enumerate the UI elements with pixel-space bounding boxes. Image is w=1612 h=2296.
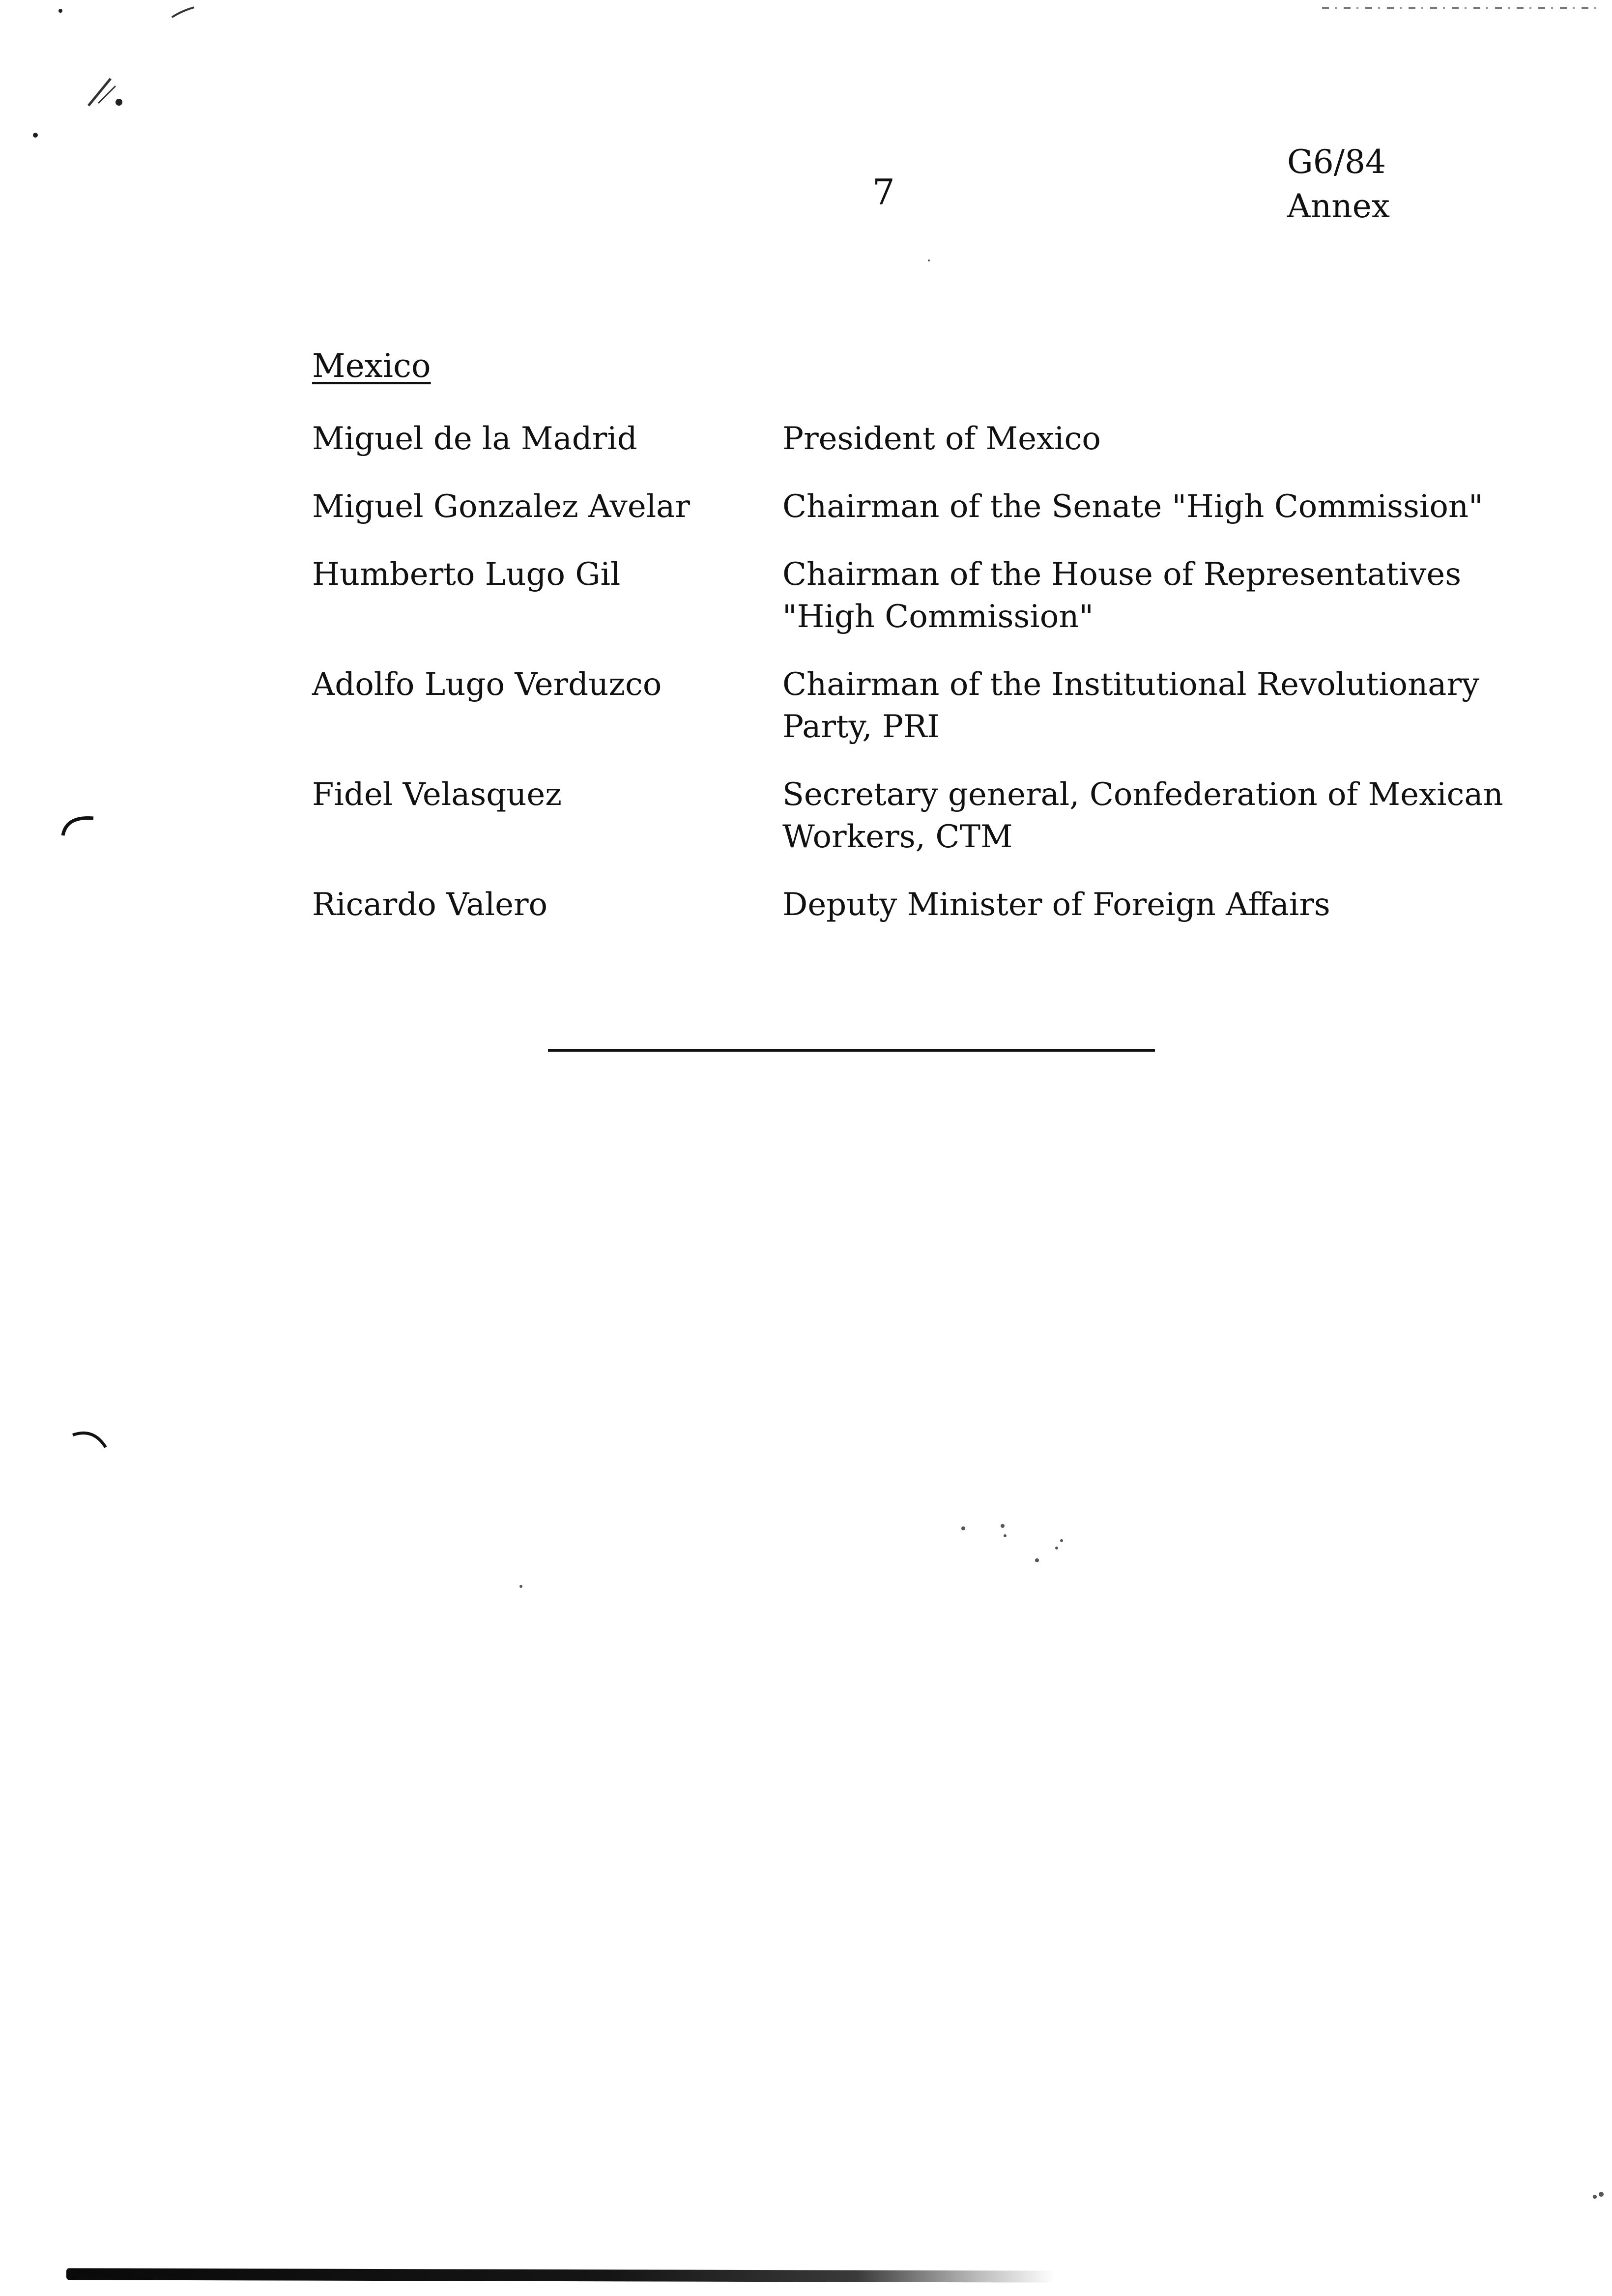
person-name: Fidel Velasquez bbox=[312, 776, 562, 813]
person-name: Miguel de la Madrid bbox=[312, 421, 637, 457]
scan-dot bbox=[115, 99, 122, 106]
role-line: President of Mexico bbox=[782, 421, 1101, 457]
role-line: Deputy Minister of Foreign Affairs bbox=[782, 887, 1330, 923]
role-line: Chairman of the Institutional Revolutionary bbox=[782, 666, 1480, 703]
document-code: G6/84 bbox=[1287, 143, 1386, 181]
person-name: Humberto Lugo Gil bbox=[312, 556, 621, 593]
person-name: Miguel Gonzalez Avelar bbox=[312, 488, 690, 525]
page-number: 7 bbox=[872, 172, 895, 213]
scan-mark-top-left bbox=[88, 7, 194, 106]
scan-mark-left-hook bbox=[63, 818, 93, 835]
role-line: Chairman of the Senate "High Commission" bbox=[782, 488, 1483, 525]
role-line: Chairman of the House of Representatives bbox=[782, 556, 1462, 593]
scan-mark-left-arc bbox=[73, 1433, 106, 1447]
role-line: Party, PRI bbox=[782, 709, 940, 745]
scan-dot bbox=[33, 133, 38, 138]
role-line: "High Commission" bbox=[782, 599, 1094, 635]
role-line: Secretary general, Confederation of Mexican bbox=[782, 776, 1503, 813]
document-section-label: Annex bbox=[1287, 187, 1390, 225]
scan-speckles bbox=[519, 259, 1604, 2199]
person-name: Adolfo Lugo Verduzco bbox=[312, 666, 662, 703]
scan-speckle-top-edge bbox=[1322, 7, 1597, 9]
section-heading: Mexico bbox=[312, 347, 431, 385]
role-line: Workers, CTM bbox=[782, 819, 1013, 855]
scan-dot bbox=[58, 9, 62, 13]
person-name: Ricardo Valero bbox=[312, 887, 548, 923]
